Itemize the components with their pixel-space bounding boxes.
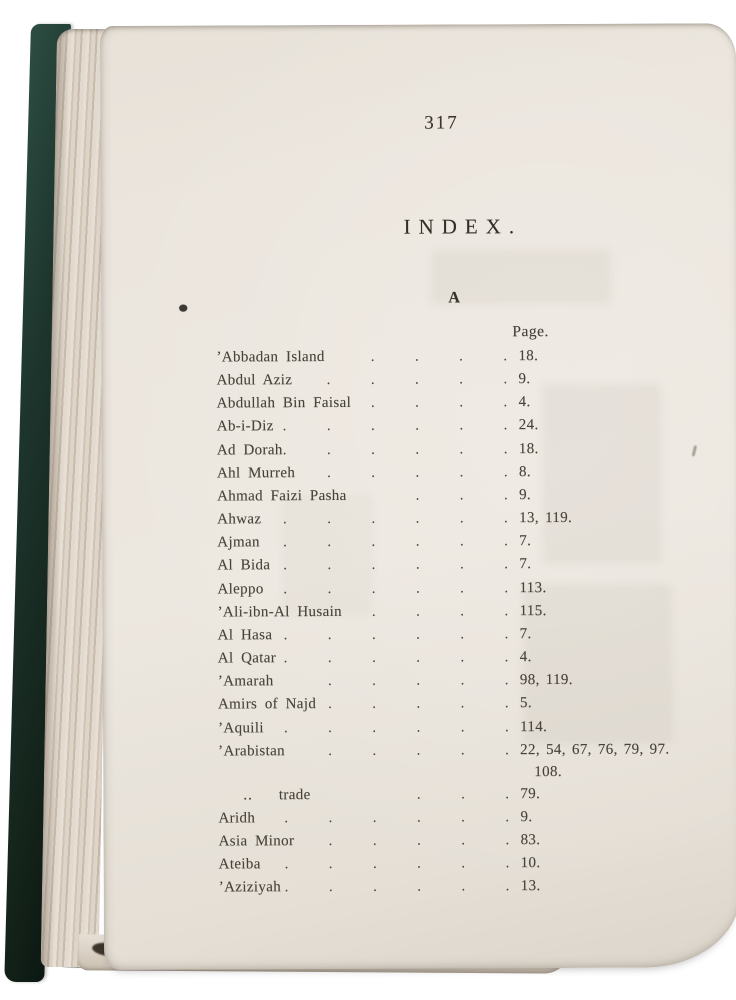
leader-dots: . . . . . .	[283, 533, 509, 551]
leader-dots: . . . . . .	[282, 417, 508, 435]
page-column-header: Page.	[512, 323, 549, 341]
entry-name: Ateiba	[218, 856, 261, 873]
entry-subitem-marker: ..	[243, 787, 253, 804]
leader-dots: . . . .	[370, 394, 508, 412]
entry-page-numbers: 79.	[520, 785, 541, 802]
entry-page-numbers: 18.	[518, 440, 539, 457]
entry-page-numbers: 9.	[518, 371, 531, 388]
leader-dots: . . . . .	[327, 672, 509, 690]
entry-name: Ajman	[217, 534, 260, 551]
index-entry-row	[217, 553, 736, 578]
entry-name: ’Arabistan	[218, 742, 286, 760]
entry-name: ’Aziziyah	[218, 879, 282, 896]
entry-name: Al Bida	[217, 557, 271, 574]
entry-name: Ad Dorah	[216, 441, 283, 459]
page-number: 317	[424, 112, 459, 134]
entry-page-numbers: 4.	[518, 394, 531, 411]
entry-page-numbers: 98, 119.	[519, 672, 573, 689]
entry-name: Ahmad Faizi Pasha	[217, 487, 347, 505]
entry-page-numbers: 8.	[518, 463, 531, 480]
index-entry-row	[219, 828, 736, 853]
leader-dots: . . . . .	[327, 464, 508, 481]
section-letter: A	[448, 289, 461, 307]
index-entry-row	[217, 529, 736, 554]
leader-dots: . . . .	[371, 602, 509, 620]
index-entry-row	[218, 599, 736, 624]
entry-name: ’Ali-ibn-Al Husain	[217, 603, 342, 621]
entry-name: Abdullah Bin Faisal	[216, 395, 352, 412]
index-entry-row	[218, 645, 736, 670]
entry-page-numbers: 4.	[519, 649, 532, 666]
index-entry-row	[218, 692, 736, 717]
entry-name: ’Amarah	[217, 673, 274, 690]
leader-dots: . . . . . .	[283, 510, 509, 528]
index-entry-row	[217, 367, 736, 392]
entry-page-numbers: 7.	[519, 556, 532, 573]
index-entry-row	[217, 437, 736, 462]
ink-spot	[179, 305, 187, 312]
entry-name: Ahwaz	[217, 511, 262, 528]
leader-dots: . . . . . .	[283, 718, 510, 736]
entry-name: Aleppo	[217, 580, 264, 598]
book-page	[100, 23, 736, 970]
leader-dots: . . . .	[370, 348, 508, 365]
entry-page-numbers: 18.	[518, 348, 539, 365]
entry-page-numbers-wrap: 108.	[534, 763, 562, 780]
index-entry-row	[219, 875, 736, 900]
entry-name: Amirs of Najd	[217, 696, 317, 713]
leader-dots: . . . . .	[328, 695, 509, 713]
entry-name: Al Qatar	[217, 650, 277, 667]
index-entry-row	[217, 506, 736, 531]
index-entry-list	[216, 344, 736, 900]
entry-name: ’Aquili	[218, 719, 264, 736]
entry-page-numbers: 7.	[519, 625, 532, 643]
entry-page-numbers: 5.	[519, 695, 532, 712]
entry-page-numbers: 114.	[520, 718, 548, 735]
entry-page-numbers: 24.	[518, 417, 539, 434]
index-entry-row	[216, 344, 736, 369]
index-entry-row	[219, 851, 736, 876]
leader-dots: . . . . . .	[284, 855, 510, 873]
entry-name: ’Abbadan Island	[216, 349, 325, 366]
leader-dots: . . . . . .	[283, 556, 509, 574]
index-entry-row	[218, 715, 736, 740]
entry-page-numbers: 115.	[519, 602, 547, 619]
leader-dots: . . . . . .	[283, 649, 509, 667]
entry-page-numbers: 7.	[519, 533, 532, 550]
index-entry-row	[217, 576, 736, 601]
index-entry-row	[217, 483, 736, 508]
index-entry-row	[218, 738, 736, 784]
index-entry-row	[218, 668, 736, 693]
entry-name: Al Hasa	[217, 627, 273, 644]
entry-page-numbers: 22, 54, 67, 76, 79, 97. 108.	[520, 738, 736, 783]
leader-dots: . . . . . .	[284, 809, 510, 827]
entry-name: Asia Minor	[218, 833, 295, 850]
leader-dots: . . . . .	[328, 832, 510, 850]
leader-dots: . . . . . .	[283, 626, 509, 644]
index-entry-row	[217, 460, 736, 485]
entry-name: Aridh	[218, 810, 256, 827]
leader-dots: . . .	[415, 487, 509, 504]
entry-name: Abdul Aziz	[216, 372, 293, 389]
entry-page-numbers: 9.	[519, 487, 532, 504]
entry-page-numbers: 113.	[519, 579, 547, 596]
entry-page-numbers: 13.	[520, 878, 541, 895]
entry-page-numbers: 83.	[520, 832, 541, 849]
index-entry-row	[217, 391, 736, 416]
index-entry-row	[217, 414, 736, 439]
leader-dots: . . . . . .	[282, 440, 508, 458]
entry-name: Ahl Murreh	[216, 464, 296, 482]
index-entry-row	[218, 805, 736, 830]
leader-dots: . . . . . .	[284, 878, 510, 896]
page-title: INDEX.	[403, 214, 523, 239]
index-entry-row	[218, 782, 736, 807]
entry-name: .. trade	[218, 784, 310, 808]
entry-page-numbers: 10.	[520, 855, 541, 872]
entry-page-numbers: 9.	[520, 809, 533, 826]
entry-name: Ab-i-Diz	[216, 418, 274, 435]
leader-dots: . . . . .	[328, 741, 510, 759]
index-entry-row	[218, 622, 736, 647]
leader-dots: . . . . .	[326, 371, 508, 389]
leader-dots: . . .	[416, 786, 510, 803]
entry-page-numbers: 13, 119.	[519, 510, 573, 527]
leader-dots: . . . . . .	[283, 579, 509, 597]
